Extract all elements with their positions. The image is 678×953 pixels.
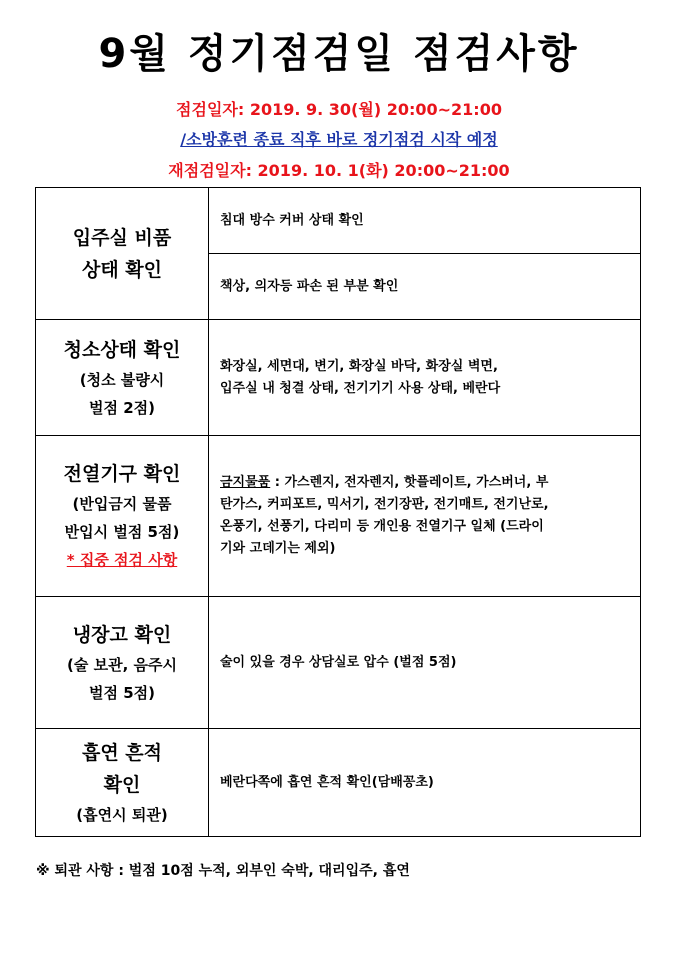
category-cell	[36, 436, 209, 597]
category-label: 입주실 비품	[72, 226, 172, 249]
detail-text: 화장실, 세면대, 변기, 화장실 바닥, 화장실 벽면,	[220, 358, 498, 374]
category-label: 상태 확인	[81, 258, 163, 281]
table-row	[36, 320, 641, 436]
category-label: 확인	[103, 773, 141, 796]
category-cell	[36, 188, 209, 320]
category-label: 전열기구 확인	[63, 463, 181, 485]
schedule-note: /소방훈련 종료 직후 바로 정기점검 시작 예정	[180, 130, 498, 149]
table-row	[36, 436, 641, 597]
category-label: 냉장고 확인	[72, 623, 172, 646]
detail-cell	[209, 597, 641, 729]
detail-text: 술이 있을 경우 상담실로 압수 (벌점 5점)	[220, 654, 457, 670]
category-cell	[36, 597, 209, 729]
category-label: 청소상태 확인	[63, 338, 181, 361]
category-sublabel: 반입시 벌점 5점)	[64, 523, 180, 541]
category-cell	[36, 320, 209, 436]
page-title: 9월 정기점검일 점검사항	[98, 31, 580, 77]
detail-text: 책상, 의자등 파손 된 부분 확인	[220, 278, 399, 294]
detail-cell	[209, 254, 641, 320]
category-sublabel: 벌점 5점)	[89, 683, 155, 702]
detail-text: 베란다쪽에 흡연 흔적 확인(담배꽁초)	[220, 774, 434, 790]
detail-cell	[209, 729, 641, 837]
focus-check-note: * 집중 점검 사항	[66, 551, 178, 569]
detail-text: 입주실 내 청결 상태, 전기기기 사용 상태, 베란다	[220, 380, 501, 396]
detail-text: 침대 방수 커버 상태 확인	[220, 212, 364, 228]
table-row	[36, 188, 641, 254]
check-date: 점검일자: 2019. 9. 30(월) 20:00~21:00	[176, 100, 502, 119]
detail-text: 기와 고데기는 제외)	[220, 541, 336, 556]
category-sublabel: (청소 불량시	[79, 370, 165, 389]
detail-cell	[209, 436, 641, 597]
recheck-date: 재점검일자: 2019. 10. 1(화) 20:00~21:00	[168, 161, 510, 180]
detail-text: 탄가스, 커피포트, 믹서기, 전기장판, 전기매트, 전기난로,	[220, 497, 549, 512]
category-sublabel: (반입금지 물품	[72, 495, 172, 513]
dismissal-rules-note: ※ 퇴관 사항 : 벌점 10점 누적, 외부인 숙박, 대리입주, 흡연	[36, 863, 410, 879]
category-sublabel: (술 보관, 음주시	[67, 655, 177, 674]
category-sublabel: (흡연시 퇴관)	[76, 805, 168, 824]
detail-cell	[209, 320, 641, 436]
detail-cell	[209, 188, 641, 254]
category-sublabel: 벌점 2점)	[89, 398, 155, 417]
detail-text: 온풍기, 선풍기, 다리미 등 개인용 전열기구 일체 (드라이	[220, 519, 544, 534]
category-label: 흡연 흔적	[81, 741, 163, 764]
prohibited-items-label: 금지물품	[220, 475, 271, 490]
category-cell	[36, 729, 209, 837]
table-row	[36, 597, 641, 729]
table-row	[36, 729, 641, 837]
inspection-table	[35, 187, 641, 837]
detail-text: : 가스렌지, 전자렌지, 핫플레이트, 가스버너, 부	[270, 475, 549, 490]
